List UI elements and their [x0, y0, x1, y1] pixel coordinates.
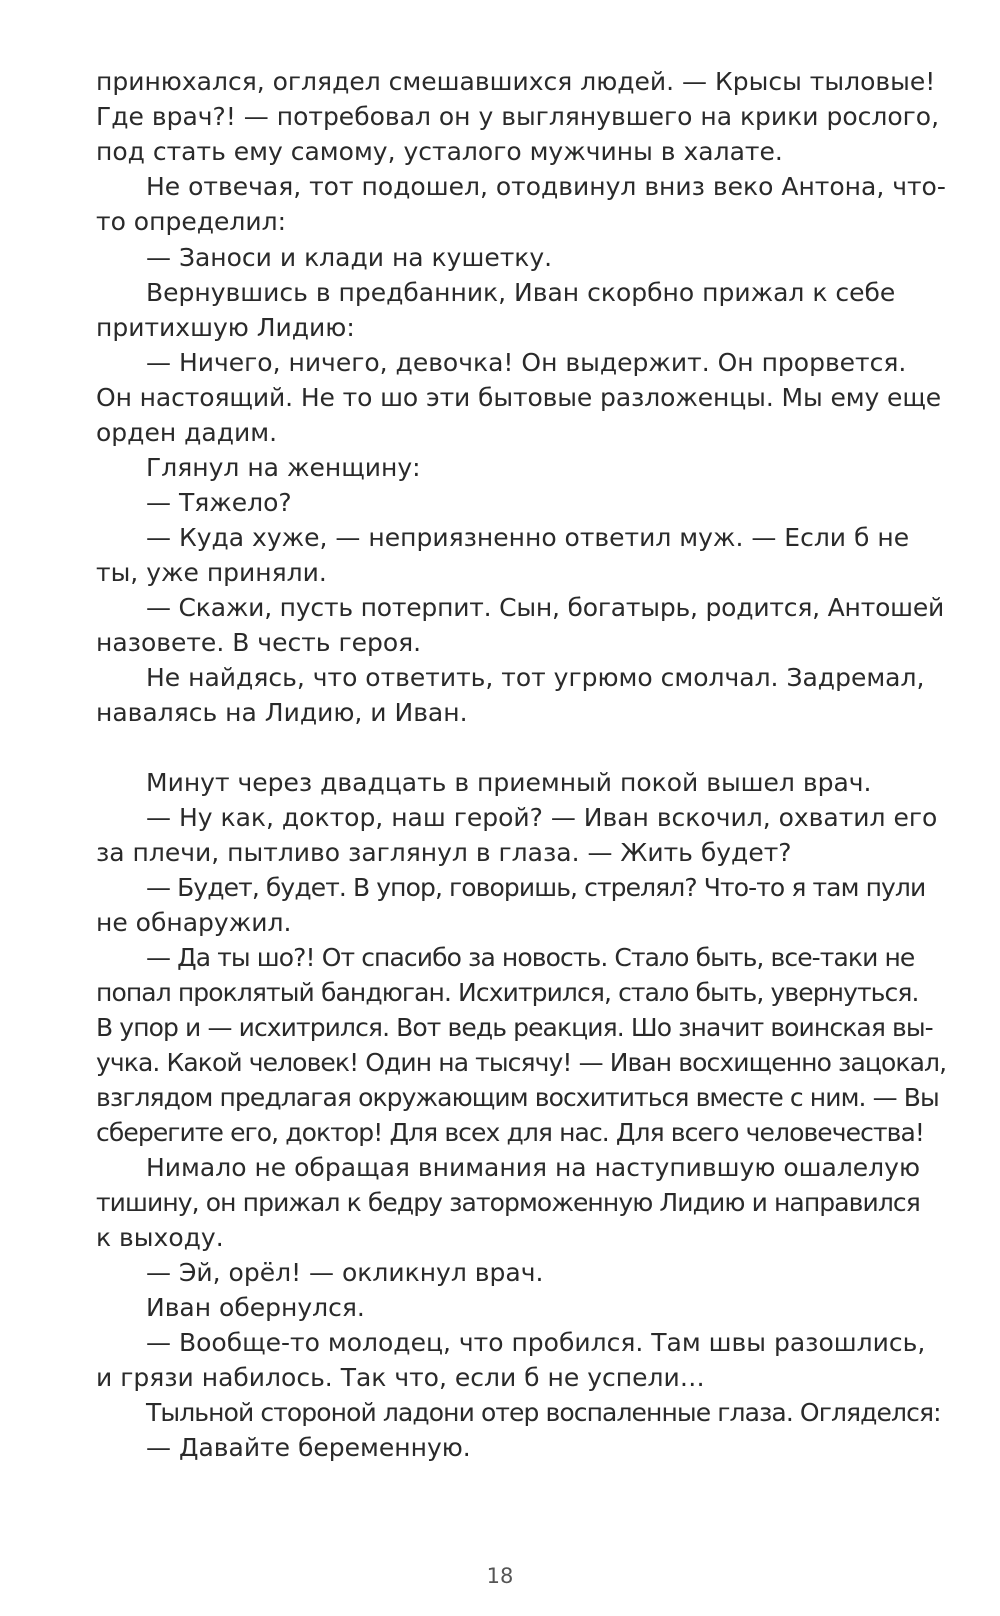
- text-line: — Да ты шо?! От спасибо за новость. Стало быть, все-таки не: [146, 943, 915, 972]
- text-line: Не найдясь, что ответить, тот угрюмо смолчал. Задремал,: [146, 663, 925, 692]
- page-number: 18: [486, 1564, 514, 1588]
- text-line: Глянул на женщину:: [146, 453, 421, 482]
- text-line: и грязи набилось. Так что, если б не успели…: [96, 1363, 705, 1392]
- text-line: Нимало не обращая внимания на наступившую ошалелую: [146, 1153, 920, 1182]
- text-line: ты, уже приняли.: [96, 558, 327, 587]
- text-line: сберегите его, доктор! Для всех для нас. Для всего человечества!: [96, 1118, 925, 1147]
- text-line: учка. Какой человек! Один на тысячу! — Иван восхищенно зацокал,: [96, 1048, 947, 1077]
- text-line: попал проклятый бандюган. Исхитрился, стало быть, увернуться.: [96, 978, 919, 1007]
- text-line: взглядом предлагая окружающим восхититься вместе с ним. — Вы: [96, 1083, 939, 1112]
- text-line: — Будет, будет. В упор, говоришь, стрелял? Что-то я там пули: [146, 873, 926, 902]
- text-line: — Вообще-то молодец, что пробился. Там швы разошлись,: [146, 1328, 926, 1357]
- text-line: принюхался, оглядел смешавшихся людей. — Крысы тыловые!: [96, 67, 936, 96]
- text-line: Он настоящий. Не то шо эти бытовые разложенцы. Мы ему еще: [96, 383, 942, 412]
- text-line: не обнаружил.: [96, 908, 292, 937]
- text-line: — Ничего, ничего, девочка! Он выдержит. Он прорвется.: [146, 348, 907, 377]
- text-line: — Тяжело?: [146, 488, 292, 517]
- text-line: навалясь на Лидию, и Иван.: [96, 698, 468, 727]
- text-line: притихшую Лидию:: [96, 313, 355, 342]
- text-line: назовете. В честь героя.: [96, 628, 422, 657]
- text-line: — Давайте беременную.: [146, 1433, 471, 1462]
- text-line: — Ну как, доктор, наш герой? — Иван вскочил, охватил его: [146, 803, 938, 832]
- text-line: Где врач?! — потребовал он у выглянувшего на крики рослого,: [96, 102, 940, 131]
- text-line: к выходу.: [96, 1223, 224, 1252]
- text-line: то определил:: [96, 207, 286, 236]
- text-line: тишину, он прижал к бедру заторможенную Лидию и направился: [96, 1188, 920, 1217]
- text-line: за плечи, пытливо заглянул в глаза. — Жить будет?: [96, 838, 792, 867]
- text-line: Минут через двадцать в приемный покой вышел врач.: [146, 768, 872, 797]
- text-line: — Куда хуже, — неприязненно ответил муж. — Если б не: [146, 523, 910, 552]
- text-line: — Заноси и клади на кушетку.: [146, 243, 553, 272]
- text-line: под стать ему самому, усталого мужчины в халате.: [96, 137, 783, 166]
- text-line: — Эй, орёл! — окликнул врач.: [146, 1258, 544, 1287]
- text-line: Не отвечая, тот подошел, отодвинул вниз веко Антона, что-: [146, 172, 946, 201]
- text-line: Иван обернулся.: [146, 1293, 365, 1322]
- text-line: В упор и — исхитрился. Вот ведь реакция. Шо значит воинская вы-: [96, 1013, 933, 1042]
- text-line: Вернувшись в предбанник, Иван скорбно прижал к себе: [146, 278, 896, 307]
- text-line: — Скажи, пусть потерпит. Сын, богатырь, родится, Антошей: [146, 593, 945, 622]
- text-line: Тыльной стороной ладони отер воспаленные глаза. Огляделся:: [146, 1398, 941, 1427]
- text-line: орден дадим.: [96, 418, 278, 447]
